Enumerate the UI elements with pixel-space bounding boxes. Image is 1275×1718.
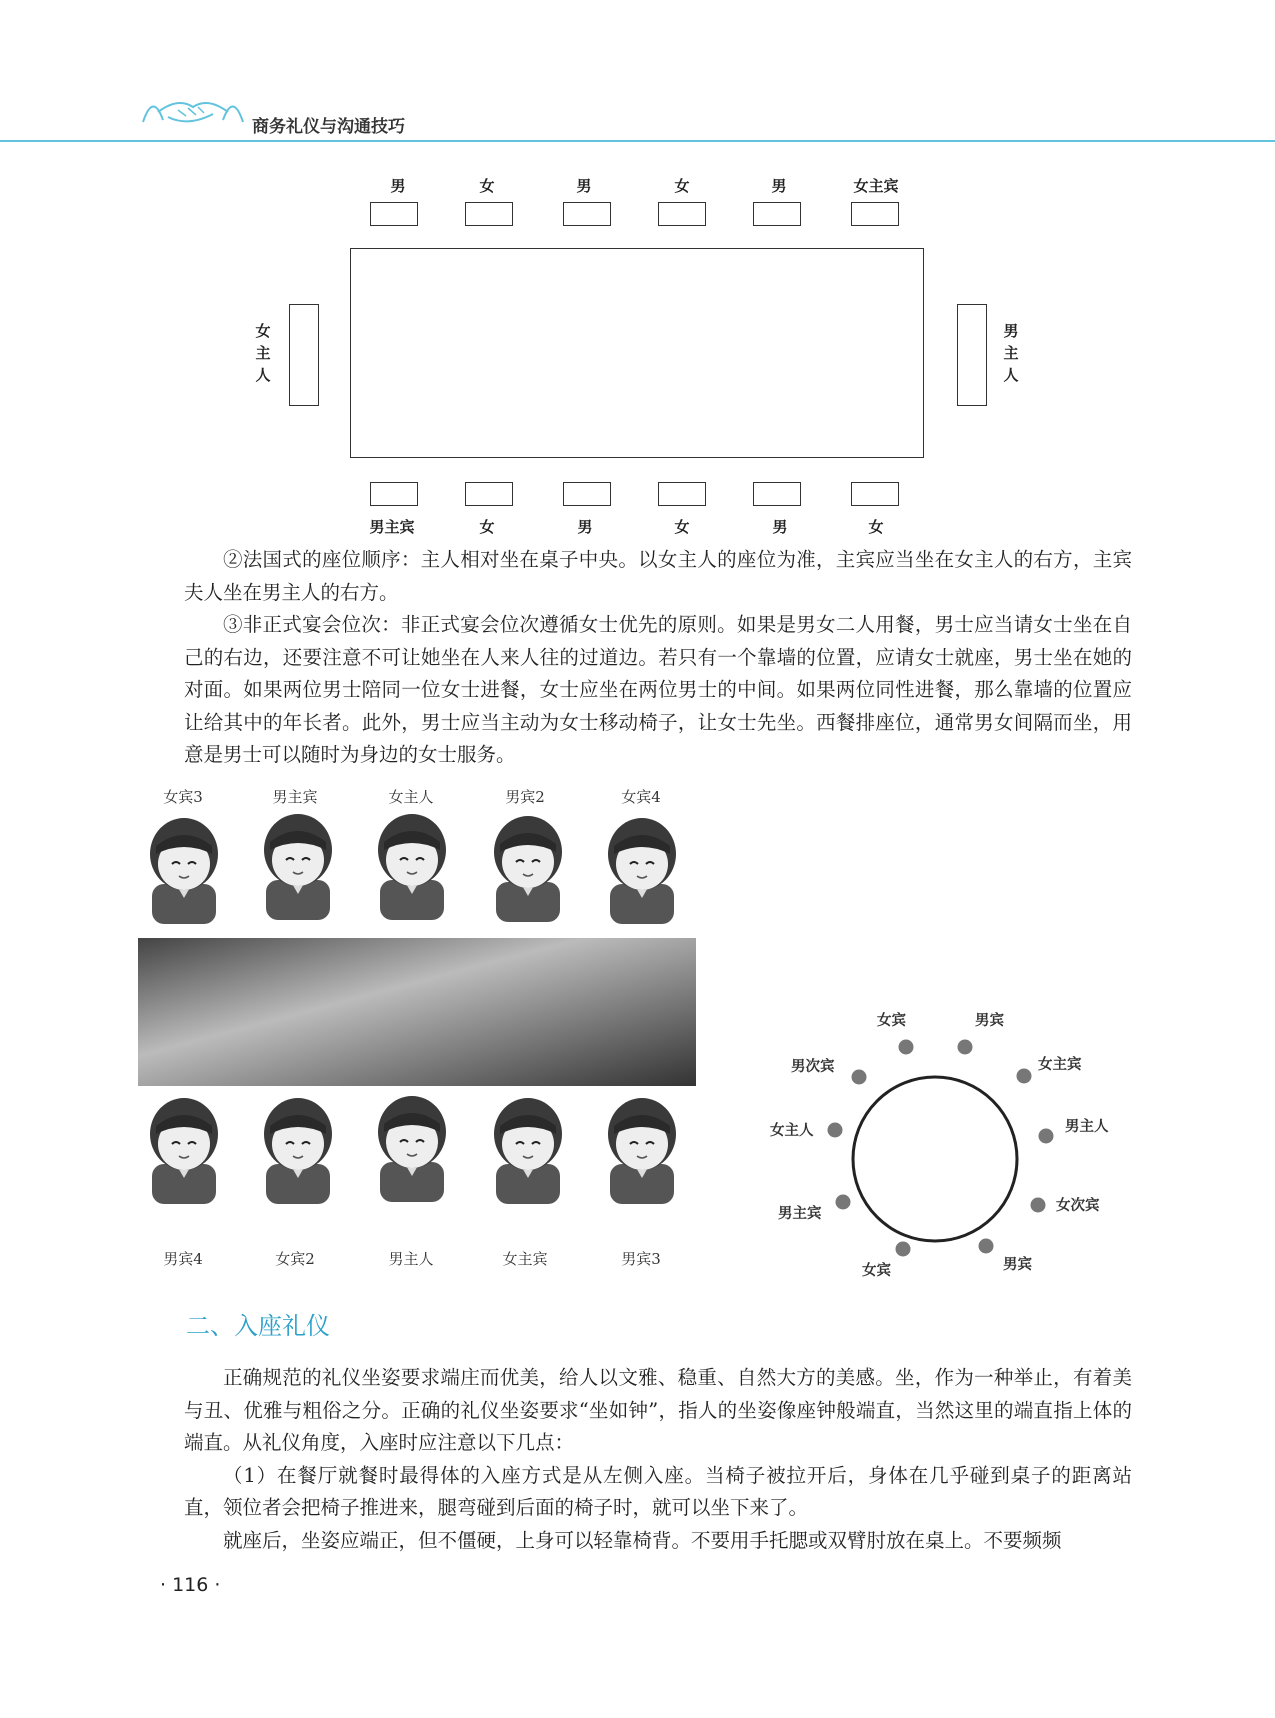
right-chair bbox=[957, 304, 987, 406]
top-person-label: 男宾2 bbox=[505, 788, 545, 806]
body-text-top bbox=[184, 544, 1132, 772]
top-person-label: 男主宾 bbox=[272, 788, 318, 806]
person-icon bbox=[378, 1096, 446, 1202]
bottom-person-label: 男主人 bbox=[388, 1250, 434, 1268]
person-icon bbox=[150, 1098, 218, 1204]
top-person-label: 女宾3 bbox=[163, 788, 203, 806]
paragraph: 就座后，坐姿应端正，但不僵硬，上身可以轻靠椅背。不要用手托腮或双臂肘放在桌上。不要频频 bbox=[223, 1528, 1062, 1552]
left-seat-label: 女主人 bbox=[255, 322, 271, 384]
round-seat-label: 女宾 bbox=[862, 1262, 891, 1279]
body-text-bottom bbox=[184, 1362, 1132, 1557]
page-number: · 116 · bbox=[160, 1574, 221, 1596]
person-icon bbox=[264, 814, 332, 920]
paragraph: （1）在餐厅就餐时最得体的入座方式是从左侧入座。当椅子被拉开后，身体在几乎碰到桌子的距离站直，领位者会把椅子推进来，腿弯碰到后面的椅子时，就可以坐下来了。 bbox=[184, 1463, 1132, 1519]
person-icon bbox=[150, 818, 218, 924]
top-seat-label: 女主宾 bbox=[853, 177, 899, 195]
top-seat-label: 男 bbox=[771, 177, 787, 195]
header-title: 商务礼仪与沟通技巧 bbox=[252, 117, 405, 137]
dining-table bbox=[350, 248, 924, 458]
section-title: 二、入座礼仪 bbox=[186, 1312, 330, 1340]
left-chair bbox=[289, 304, 319, 406]
round-seat-label: 男宾 bbox=[975, 1012, 1004, 1029]
round-table bbox=[853, 1077, 1017, 1241]
bottom-seat-label: 男 bbox=[772, 518, 788, 536]
bottom-seat-label: 女 bbox=[479, 518, 495, 536]
paragraph: ③非正式宴会位次：非正式宴会位次遵循女士优先的原则。如果是男女二人用餐，男士应当请女士坐在自己的右边，还要注意不可让她坐在人来人往的过道边。若只有一个靠墙的位置，应请女士就座，男士坐在她的对面。如果两位男士陪同一位女士进餐，女士应坐在两位男士的中间。如果两位同性进餐，那么靠墙的位置应让给其中的年长者。此外，男士应当主动为女士移动椅子，让女士先坐。西餐排座位，通常男女间隔而坐，用意是男士可以随时为身边的女士服务。 bbox=[184, 613, 1132, 766]
round-seat-label: 女主宾 bbox=[1038, 1056, 1082, 1073]
top-chair bbox=[563, 202, 611, 226]
top-seat-label: 女 bbox=[479, 177, 495, 195]
seating-diagram-round bbox=[760, 1005, 1140, 1295]
wooden-table bbox=[138, 938, 696, 1086]
bottom-person-label: 男宾4 bbox=[163, 1250, 203, 1268]
bottom-chair bbox=[658, 482, 706, 506]
person-icon bbox=[378, 814, 446, 920]
round-seat-label: 男次宾 bbox=[791, 1058, 835, 1075]
bottom-person-label: 女宾2 bbox=[275, 1250, 315, 1268]
top-seat-label: 女 bbox=[674, 177, 690, 195]
top-chair bbox=[851, 202, 899, 226]
bottom-seat-label: 男主宾 bbox=[369, 518, 415, 536]
person-icon bbox=[608, 818, 676, 924]
person-icon bbox=[494, 816, 562, 922]
people-illustration bbox=[138, 812, 698, 1292]
top-seat-label: 男 bbox=[390, 177, 406, 195]
top-chair bbox=[370, 202, 418, 226]
bottom-chair bbox=[465, 482, 513, 506]
round-seat-label: 女次宾 bbox=[1056, 1197, 1100, 1214]
top-seat-label: 男 bbox=[576, 177, 592, 195]
right-seat-label: 男主人 bbox=[1003, 322, 1019, 384]
seating-illustration-informal bbox=[138, 782, 698, 1272]
top-chair bbox=[465, 202, 513, 226]
round-seat-label: 女宾 bbox=[877, 1012, 906, 1029]
round-seat-label: 女主人 bbox=[770, 1122, 814, 1139]
top-chair bbox=[658, 202, 706, 226]
seating-diagram-french bbox=[0, 0, 1275, 540]
person-icon bbox=[264, 1098, 332, 1204]
top-chair bbox=[753, 202, 801, 226]
person-icon bbox=[608, 1098, 676, 1204]
bottom-chair bbox=[851, 482, 899, 506]
bottom-seat-label: 男 bbox=[577, 518, 593, 536]
bottom-seat-label: 女 bbox=[868, 518, 884, 536]
person-icon bbox=[494, 1098, 562, 1204]
bottom-person-label: 女主宾 bbox=[502, 1250, 548, 1268]
round-table-graphic bbox=[760, 1005, 1140, 1295]
top-person-label: 女宾4 bbox=[621, 788, 661, 806]
round-seat-label: 男宾 bbox=[1003, 1256, 1032, 1273]
round-seat-label: 男主宾 bbox=[778, 1205, 822, 1222]
top-person-label: 女主人 bbox=[388, 788, 434, 806]
bottom-chair bbox=[370, 482, 418, 506]
paragraph: 正确规范的礼仪坐姿要求端庄而优美，给人以文雅、稳重、自然大方的美感。坐，作为一种举止，有着美与丑、优雅与粗俗之分。正确的礼仪坐姿要求“坐如钟”，指人的坐姿像座钟般端直，当然这里的端直指上体的端直。从礼仪角度，入座时应注意以下几点： bbox=[184, 1366, 1132, 1454]
bottom-chair bbox=[753, 482, 801, 506]
paragraph: ②法国式的座位顺序：主人相对坐在桌子中央。以女主人的座位为准，主宾应当坐在女主人的右方，主宾夫人坐在男主人的右方。 bbox=[184, 548, 1132, 604]
round-seat-label: 男主人 bbox=[1065, 1118, 1109, 1135]
bottom-person-label: 男宾3 bbox=[621, 1250, 661, 1268]
bottom-chair bbox=[563, 482, 611, 506]
bottom-seat-label: 女 bbox=[674, 518, 690, 536]
